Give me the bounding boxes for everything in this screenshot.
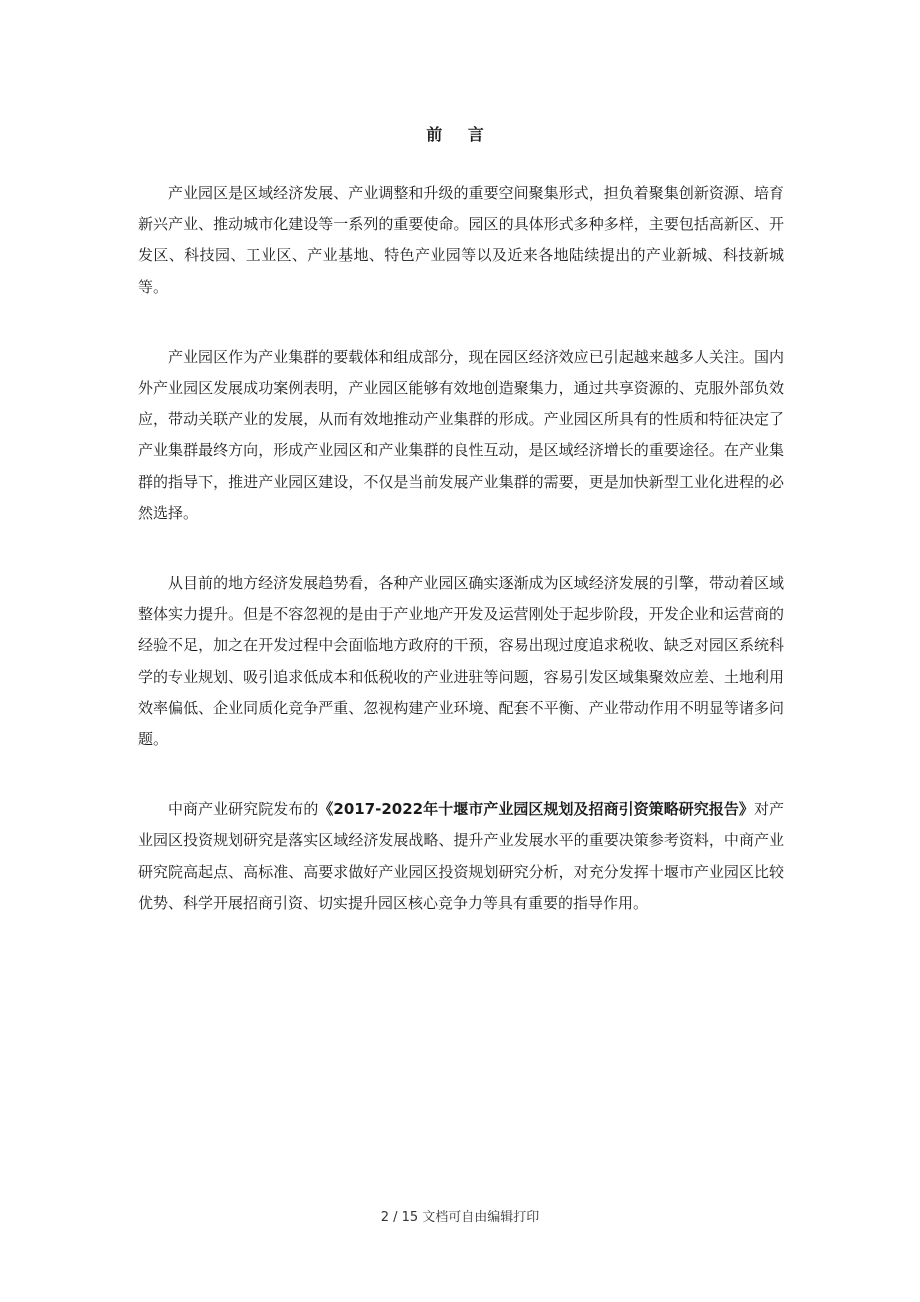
paragraph-4-lead: 中商产业研究院发布的 bbox=[168, 800, 319, 819]
page-footer: 2 / 15 文档可自由编辑打印 bbox=[380, 1210, 540, 1225]
page-title: 前 言 bbox=[426, 125, 494, 144]
paragraph-4 bbox=[138, 794, 784, 919]
paragraph-1: 产业园区是区域经济发展、产业调整和升级的重要空间聚集形式，担负着聚集创新资源、培育新兴产业、推动城市化建设等一系列的重要使命。园区的具体形式多种多样，主要包括高新区、开发区、科技园、工业区、产业基地、特色产业园等以及近来各地陆续提出的产业新城、科技新城等。 bbox=[138, 184, 784, 296]
paragraph-4-rest: 对产业园区投资规划研究是落实区域经济发展战略、提升产业发展水平的重要决策参考资料，中商产业研究院高起点、高标准、高要求做好产业园区投资规划研究分析，对充分发挥十堰市产业园区比较优势、科学开展招商引资、切实提升园区核心竞争力等具有重要的指导作用。 bbox=[138, 800, 784, 912]
document-body bbox=[138, 178, 784, 958]
report-title: 《2017-2022年十堰市产业园区规划及招商引资策略研究报告》 bbox=[318, 800, 754, 819]
paragraph-3: 从目前的地方经济发展趋势看，各种产业园区确实逐渐成为区域经济发展的引擎，带动着区域整体实力提升。但是不容忽视的是由于产业地产开发及运营刚处于起步阶段，开发企业和运营商的经验不足，加之在开发过程中会面临地方政府的干预，容易出现过度追求税收、缺乏对园区系统科学的专业规划、吸引追求低成本和低税收的产业进驻等问题，容易引发区域集聚效应差、土地利用效率偏低、企业同质化竞争严重、忽视构建产业环境、配套不平衡、产业带动作用不明显等诸多问题。 bbox=[138, 574, 784, 749]
paragraph-2: 产业园区作为产业集群的要载体和组成部分，现在园区经济效应已引起越来越多人关注。国内外产业园区发展成功案例表明，产业园区能够有效地创造聚集力，通过共享资源的、克服外部负效应，带动关联产业的发展，从而有效地推动产业集群的形成。产业园区所具有的性质和特征决定了产业集群最终方向，形成产业园区和产业集群的良性互动，是区域经济增长的重要途径。在产业集群的指导下，推进产业园区建设，不仅是当前发展产业集群的需要，更是加快新型工业化进程的必然选择。 bbox=[138, 347, 784, 522]
